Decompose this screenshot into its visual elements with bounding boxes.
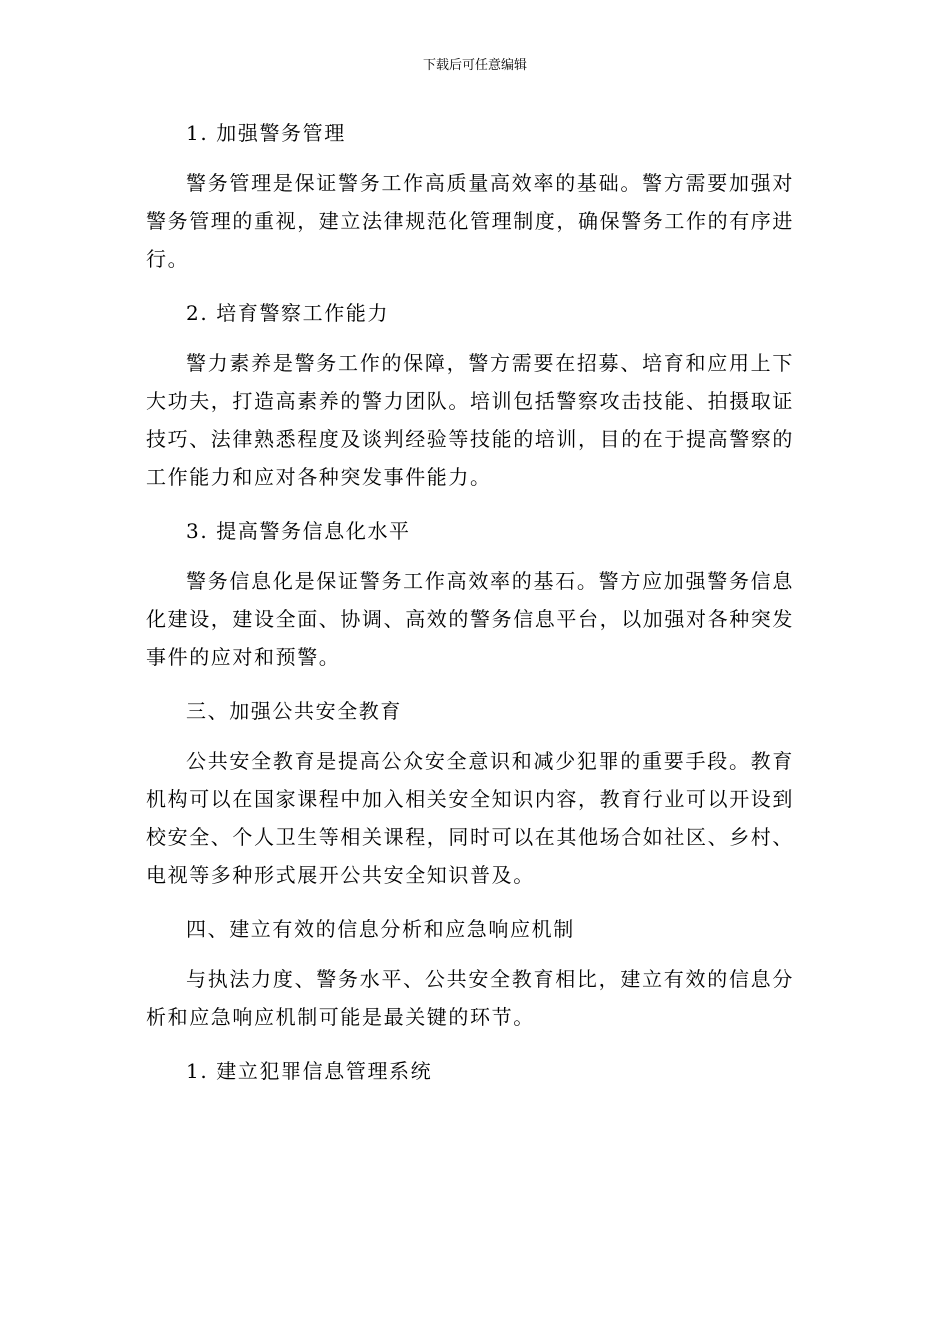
section-heading: 3. 提高警务信息化水平 (186, 519, 411, 543)
body-paragraph: 警务管理是保证警务工作高质量高效率的基础。警方需要加强对警务管理的重视，建立法律规范化管理制度，确保警务工作的有序进行。 (146, 171, 794, 271)
section-heading: 1. 建立犯罪信息管理系统 (186, 1059, 433, 1083)
section-heading: 四、建立有效的信息分析和应急响应机制 (186, 917, 575, 941)
body-paragraph: 警务信息化是保证警务工作高效率的基石。警方应加强警务信息化建设，建设全面、协调、高效的警务信息平台，以加强对各种突发事件的应对和预警。 (146, 569, 794, 669)
section-heading: 三、加强公共安全教育 (186, 699, 402, 723)
section-heading: 2. 培育警察工作能力 (186, 301, 390, 325)
body-paragraph: 公共安全教育是提高公众安全意识和减少犯罪的重要手段。教育机构可以在国家课程中加入相关安全知识内容，教育行业可以开设到校安全、个人卫生等相关课程，同时可以在其他场合如社区、乡村、电视等多种形式展开公共安全知识普及。 (146, 749, 794, 887)
body-paragraph: 警力素养是警务工作的保障，警方需要在招募、培育和应用上下大功夫，打造高素养的警力团队。培训包括警察攻击技能、拍摄取证技巧、法律熟悉程度及谈判经验等技能的培训，目的在于提高警察的工作能力和应对各种突发事件能力。 (146, 351, 794, 489)
body-paragraph: 与执法力度、警务水平、公共安全教育相比，建立有效的信息分析和应急响应机制可能是最关键的环节。 (146, 967, 794, 1029)
section-heading: 1. 加强警务管理 (186, 121, 346, 145)
document-body (146, 114, 794, 1102)
page-header-note: 下载后可任意编辑 (422, 58, 527, 73)
